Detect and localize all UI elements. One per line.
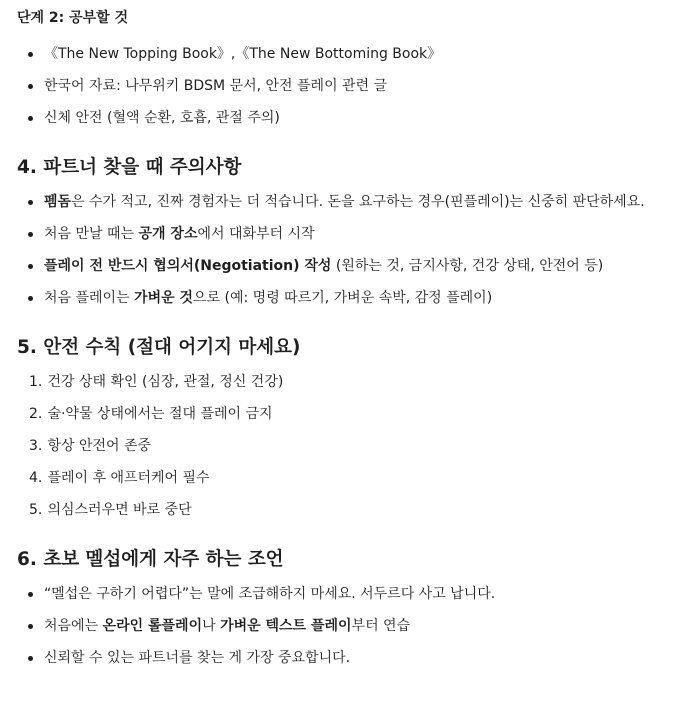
item-number: 3.	[29, 438, 43, 454]
item-text: 으로 (예: 명령 따르기, 가벼운 속박, 감정 플레이)	[193, 290, 493, 306]
list-item	[17, 436, 687, 468]
bold-text: 온라인 롤플레이	[102, 618, 203, 634]
section4-list	[17, 192, 687, 320]
item-text: 의심스러우면 바로 중단	[47, 502, 192, 518]
list-item	[17, 372, 687, 404]
item-text: 항상 안전어 존중	[47, 438, 152, 454]
list-item: 신체 안전 (혈액 순환, 호흡, 관절 주의)	[17, 108, 687, 140]
item-text: 에서 대화부터 시작	[197, 226, 315, 242]
item-text: 부터 연습	[351, 618, 411, 634]
item-text: 처음 만날 때는	[44, 226, 139, 242]
item-text: 플레이 후 애프터케어 필수	[47, 470, 210, 486]
section5-list	[17, 372, 687, 532]
item-text: 은 수가 적고, 진짜 경험자는 더 적습니다. 돈을 요구하는 경우(핀플레이)는 신중히 판단하세요.	[71, 194, 645, 210]
list-item	[17, 500, 687, 532]
item-number: 5.	[29, 502, 43, 518]
list-item	[17, 192, 687, 224]
section5-heading: 5. 안전 수칙 (절대 어기지 마세요)	[17, 337, 301, 358]
item-text: 건강 상태 확인 (심장, 관절, 정신 건강)	[47, 374, 284, 390]
list-item	[17, 616, 687, 648]
section4-heading: 4. 파트너 찾을 때 주의사항	[17, 157, 242, 178]
item-number: 1.	[29, 374, 43, 390]
bold-text: 가벼운 것	[134, 290, 194, 306]
item-text: 술·약물 상태에서는 절대 플레이 금지	[47, 406, 273, 422]
document-body	[17, 8, 687, 680]
bold-text: 가벼운 텍스트 플레이	[220, 618, 352, 634]
list-item: 신뢰할 수 있는 파트너를 찾는 게 가장 중요합니다.	[17, 648, 687, 680]
item-text: 처음 플레이는	[44, 290, 135, 306]
list-item	[17, 404, 687, 436]
list-item	[17, 468, 687, 500]
item-number: 4.	[29, 470, 43, 486]
item-text: 처음에는	[44, 618, 103, 634]
item-text: 나	[202, 618, 221, 634]
bold-text: 공개 장소	[138, 226, 198, 242]
bold-text: 플레이 전 반드시 협의서(Negotiation) 작성	[44, 258, 332, 274]
list-item: “멜섭은 구하기 어렵다”는 말에 조급해하지 마세요. 서두르다 사고 납니다.	[17, 584, 687, 616]
section6-heading: 6. 초보 멜섭에게 자주 하는 조언	[17, 549, 284, 570]
section6-list	[17, 584, 687, 680]
list-item	[17, 288, 687, 320]
item-text: (원하는 것, 금지사항, 건강 상태, 안전어 등)	[331, 258, 604, 274]
bold-text: 펨돔	[44, 194, 72, 210]
list-item	[17, 256, 687, 288]
list-item: 한국어 자료: 나무위키 BDSM 문서, 안전 플레이 관련 글	[17, 76, 687, 108]
item-number: 2.	[29, 406, 43, 422]
clipped-top-line	[0, 0, 695, 4]
list-item: 《The New Topping Book》,《The New Bottoming Book》	[17, 44, 687, 76]
list-item	[17, 224, 687, 256]
step2-list	[17, 44, 687, 140]
step2-heading: 단계 2: 공부할 것	[17, 10, 129, 26]
